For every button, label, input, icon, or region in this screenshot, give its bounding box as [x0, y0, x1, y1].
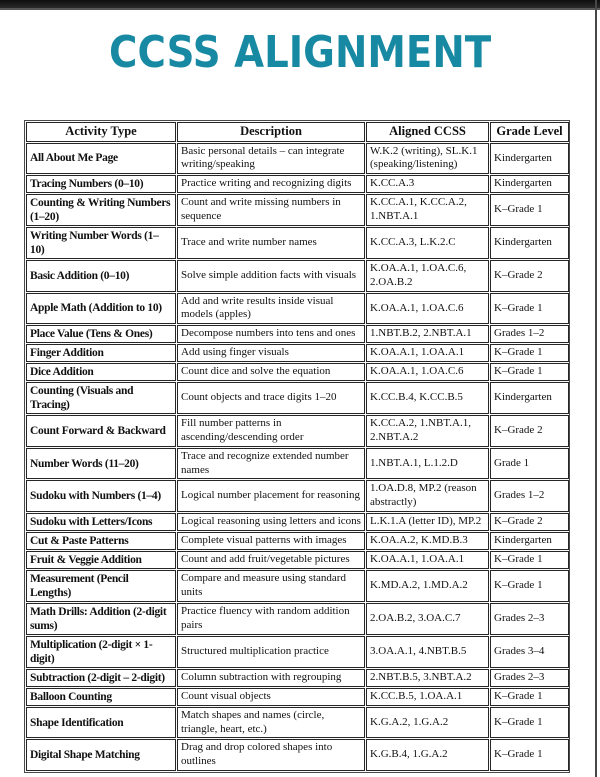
table-row [26, 688, 569, 706]
ccss-cell: K.CC.B.5, 1.OA.A.1 [366, 688, 489, 706]
table-body [26, 143, 569, 771]
page-title [0, 28, 600, 79]
description-cell: Practice writing and recognizing digits [177, 175, 365, 193]
table-row [26, 227, 569, 259]
table-row [26, 325, 569, 343]
activity-cell: Counting & Writing Numbers (1–20) [26, 194, 176, 226]
activity-cell: Writing Number Words (1–10) [26, 227, 176, 259]
table-row [26, 480, 569, 512]
ccss-alignment-table [25, 121, 570, 772]
activity-cell: Tracing Numbers (0–10) [26, 175, 176, 193]
grade-cell: Grades 2–3 [490, 603, 569, 635]
description-cell: Logical number placement for reasoning [177, 480, 365, 512]
grade-cell: K–Grade 1 [490, 344, 569, 362]
grade-cell: K–Grade 1 [490, 293, 569, 325]
ccss-cell: K.OA.A.2, K.MD.B.3 [366, 532, 489, 550]
table-row [26, 636, 569, 668]
table-row [26, 293, 569, 325]
ccss-cell: 2.NBT.B.5, 3.NBT.A.2 [366, 669, 489, 687]
grade-cell: K–Grade 2 [490, 513, 569, 531]
ccss-cell: W.K.2 (writing), SL.K.1 (speaking/listening) [366, 143, 489, 175]
grade-cell: K–Grade 1 [490, 707, 569, 739]
description-cell: Count dice and solve the equation [177, 363, 365, 381]
grade-cell: Kindergarten [490, 382, 569, 414]
grade-cell: K–Grade 1 [490, 739, 569, 771]
ccss-cell: K.CC.B.4, K.CC.B.5 [366, 382, 489, 414]
description-cell: Count and write missing numbers in sequence [177, 194, 365, 226]
activity-cell: Digital Shape Matching [26, 739, 176, 771]
description-cell: Match shapes and names (circle, triangle, heart, etc.) [177, 707, 365, 739]
grade-cell: K–Grade 1 [490, 551, 569, 569]
activity-cell: Dice Addition [26, 363, 176, 381]
table-row [26, 344, 569, 362]
ccss-cell: K.OA.A.1, 1.OA.A.1 [366, 344, 489, 362]
activity-cell: Math Drills: Addition (2-digit sums) [26, 603, 176, 635]
column-header-aligned-ccss: Aligned CCSS [366, 122, 489, 142]
activity-cell: Place Value (Tens & Ones) [26, 325, 176, 343]
table-row [26, 363, 569, 381]
activity-cell: Counting (Visuals and Tracing) [26, 382, 176, 414]
grade-cell: K–Grade 1 [490, 570, 569, 602]
grade-cell: K–Grade 1 [490, 194, 569, 226]
ccss-cell: K.CC.A.3, L.K.2.C [366, 227, 489, 259]
activity-cell: All About Me Page [26, 143, 176, 175]
activity-cell: Number Words (11–20) [26, 448, 176, 480]
table-row [26, 669, 569, 687]
description-cell: Fill number patterns in ascending/descending order [177, 415, 365, 447]
ccss-cell: K.OA.A.1, 1.OA.C.6 [366, 293, 489, 325]
description-cell: Practice fluency with random addition pairs [177, 603, 365, 635]
activity-cell: Sudoku with Letters/Icons [26, 513, 176, 531]
description-cell: Logical reasoning using letters and icons [177, 513, 365, 531]
description-cell: Structured multiplication practice [177, 636, 365, 668]
alignment-table-container [24, 120, 570, 773]
grade-cell: Kindergarten [490, 532, 569, 550]
activity-cell: Cut & Paste Patterns [26, 532, 176, 550]
grade-cell: K–Grade 1 [490, 363, 569, 381]
grade-cell: Kindergarten [490, 175, 569, 193]
description-cell: Add and write results inside visual models (apples) [177, 293, 365, 325]
table-row [26, 194, 569, 226]
column-header-grade-level: Grade Level [490, 122, 569, 142]
window-top-bar [0, 0, 600, 10]
activity-cell: Apple Math (Addition to 10) [26, 293, 176, 325]
ccss-cell: 1.NBT.B.2, 2.NBT.A.1 [366, 325, 489, 343]
activity-cell: Subtraction (2-digit – 2-digit) [26, 669, 176, 687]
description-cell: Drag and drop colored shapes into outlines [177, 739, 365, 771]
activity-cell: Basic Addition (0–10) [26, 260, 176, 292]
table-row [26, 415, 569, 447]
description-cell: Solve simple addition facts with visuals [177, 260, 365, 292]
column-header-description: Description [177, 122, 365, 142]
table-row [26, 707, 569, 739]
description-cell: Decompose numbers into tens and ones [177, 325, 365, 343]
ccss-cell: K.G.B.4, 1.G.A.2 [366, 739, 489, 771]
description-cell: Complete visual patterns with images [177, 532, 365, 550]
ccss-cell: K.G.A.2, 1.G.A.2 [366, 707, 489, 739]
description-cell: Count and add fruit/vegetable pictures [177, 551, 365, 569]
ccss-cell: K.CC.A.3 [366, 175, 489, 193]
activity-cell: Shape Identification [26, 707, 176, 739]
description-cell: Column subtraction with regrouping [177, 669, 365, 687]
grade-cell: Grades 3–4 [490, 636, 569, 668]
description-cell: Count objects and trace digits 1–20 [177, 382, 365, 414]
table-row [26, 532, 569, 550]
table-row [26, 143, 569, 175]
ccss-cell: K.CC.A.2, 1.NBT.A.1, 2.NBT.A.2 [366, 415, 489, 447]
grade-cell: Grade 1 [490, 448, 569, 480]
table-row [26, 551, 569, 569]
grade-cell: Kindergarten [490, 143, 569, 175]
description-cell: Basic personal details – can integrate writing/speaking [177, 143, 365, 175]
description-cell: Compare and measure using standard units [177, 570, 365, 602]
ccss-cell: K.OA.A.1, 1.OA.A.1 [366, 551, 489, 569]
grade-cell: K–Grade 1 [490, 688, 569, 706]
table-row [26, 603, 569, 635]
activity-cell: Finger Addition [26, 344, 176, 362]
table-row [26, 382, 569, 414]
table-row [26, 260, 569, 292]
grade-cell: Grades 2–3 [490, 669, 569, 687]
ccss-cell: 2.OA.B.2, 3.OA.C.7 [366, 603, 489, 635]
page-right-edge-line [595, 0, 597, 777]
ccss-cell: 1.NBT.A.1, L.1.2.D [366, 448, 489, 480]
description-cell: Count visual objects [177, 688, 365, 706]
activity-cell: Multiplication (2-digit × 1-digit) [26, 636, 176, 668]
table-row [26, 739, 569, 771]
table-row [26, 448, 569, 480]
grade-cell: K–Grade 2 [490, 415, 569, 447]
grade-cell: Grades 1–2 [490, 480, 569, 512]
grade-cell: K–Grade 2 [490, 260, 569, 292]
table-row [26, 570, 569, 602]
grade-cell: Grades 1–2 [490, 325, 569, 343]
ccss-cell: K.MD.A.2, 1.MD.A.2 [366, 570, 489, 602]
table-row [26, 513, 569, 531]
activity-cell: Balloon Counting [26, 688, 176, 706]
column-header-activity-type: Activity Type [26, 122, 176, 142]
ccss-cell: K.CC.A.1, K.CC.A.2, 1.NBT.A.1 [366, 194, 489, 226]
description-cell: Trace and write number names [177, 227, 365, 259]
grade-cell: Kindergarten [490, 227, 569, 259]
ccss-cell: K.OA.A.1, 1.OA.C.6 [366, 363, 489, 381]
page-title-text: CCSS ALIGNMENT [108, 27, 492, 78]
ccss-cell: 3.OA.A.1, 4.NBT.B.5 [366, 636, 489, 668]
description-cell: Trace and recognize extended number names [177, 448, 365, 480]
ccss-cell: K.OA.A.1, 1.OA.C.6, 2.OA.B.2 [366, 260, 489, 292]
activity-cell: Fruit & Veggie Addition [26, 551, 176, 569]
activity-cell: Count Forward & Backward [26, 415, 176, 447]
table-row [26, 175, 569, 193]
activity-cell: Measurement (Pencil Lengths) [26, 570, 176, 602]
table-header-row [26, 122, 569, 142]
ccss-cell: L.K.1.A (letter ID), MP.2 [366, 513, 489, 531]
description-cell: Add using finger visuals [177, 344, 365, 362]
activity-cell: Sudoku with Numbers (1–4) [26, 480, 176, 512]
ccss-cell: 1.OA.D.8, MP.2 (reason abstractly) [366, 480, 489, 512]
